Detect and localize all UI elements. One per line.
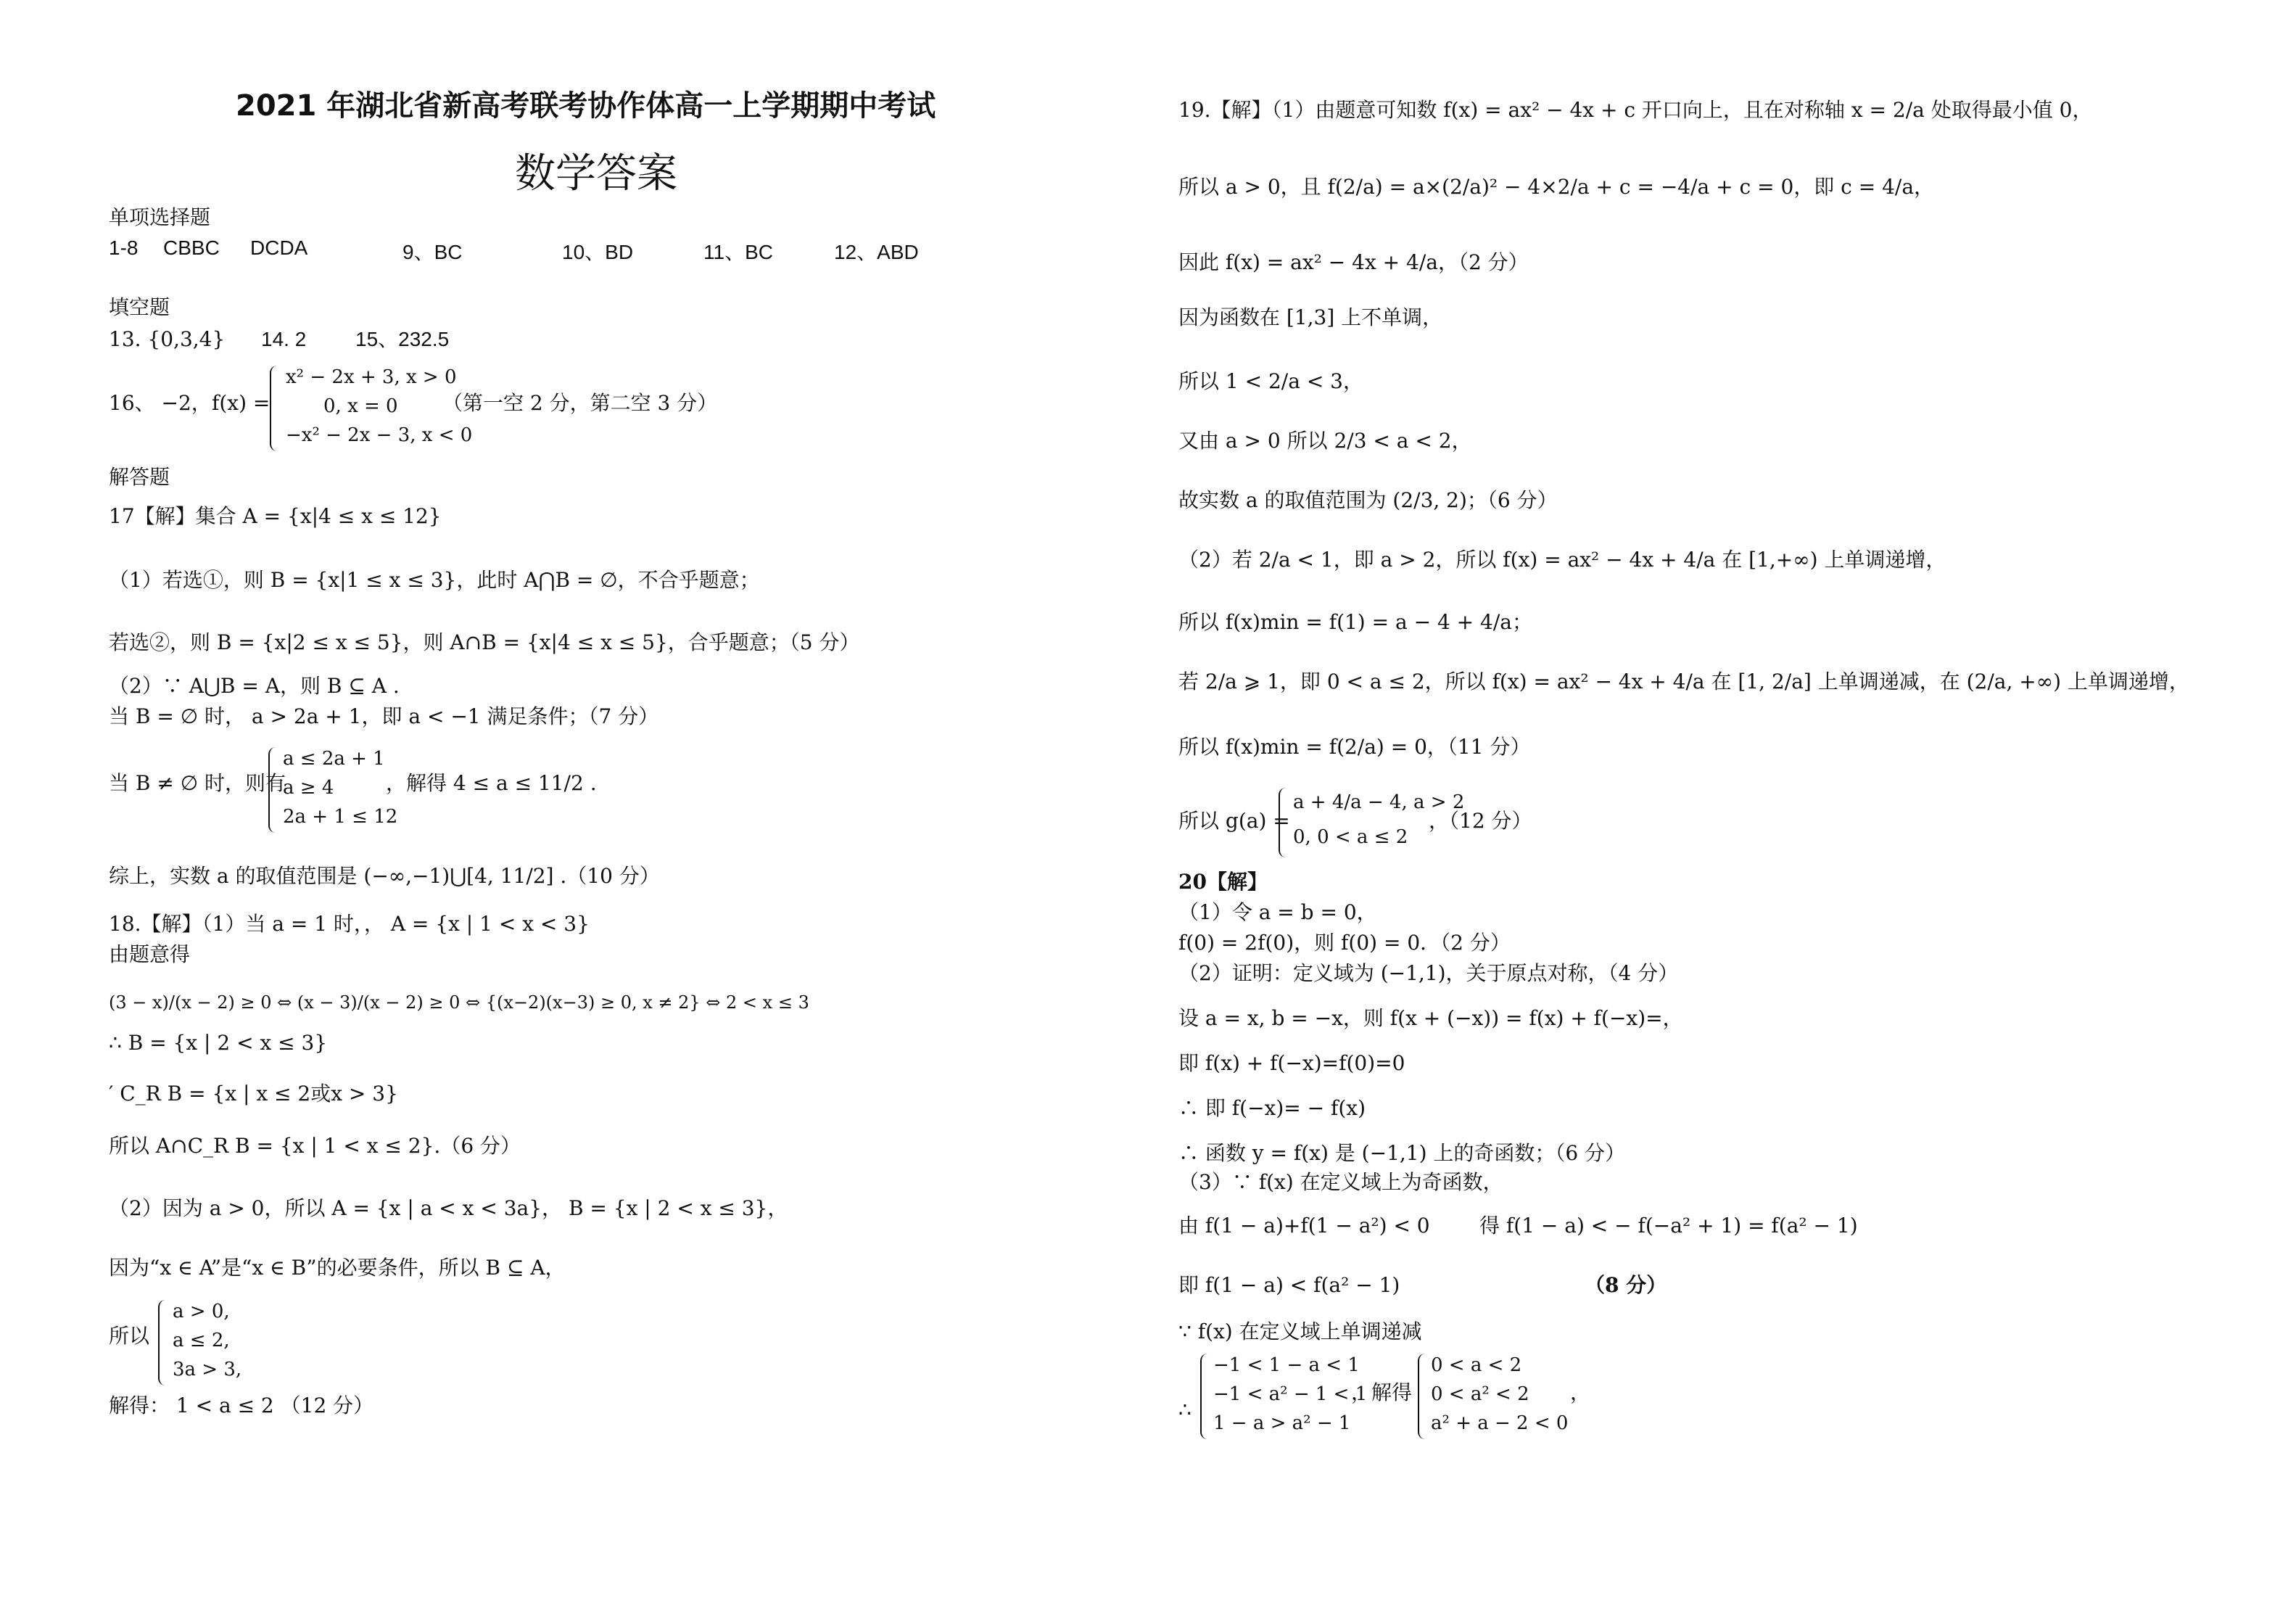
q20-heading: 20【解】 [1178, 870, 1268, 894]
q17-line-4: （2）∵ A⋃B = A，则 B ⊆ A . [109, 674, 400, 698]
q20-line-3: （2）证明：定义域为 (−1,1)，关于原点对称，（4 分） [1178, 961, 1679, 985]
fill-blank-heading: 填空题 [109, 296, 170, 318]
answer-1-4: CBBC [163, 236, 220, 259]
q17-line-2: （1）若选①，则 B = {x|1 ≤ x ≤ 3}，此时 A⋂B = ∅，不合乎题意； [109, 568, 760, 592]
q20-line-9a: 由 f(1 − a)+f(1 − a²) < 0 [1178, 1214, 1430, 1238]
q17-line-1: 17【解】集合 A = {x|4 ≤ x ≤ 12} [109, 504, 442, 528]
q20-line-6: ∴ 即 f(−x)= − f(x) [1178, 1096, 1366, 1120]
q16-case-2: 0, x = 0 [323, 395, 398, 417]
q16-case-1: x² − 2x + 3, x > 0 [286, 366, 457, 388]
q18-line-1: 18.【解】（1）当 a = 1 时，， A = {x | 1 < x < 3} [109, 912, 590, 936]
q20-line-5: 即 f(x) + f(−x)=f(0)=0 [1178, 1051, 1405, 1075]
q18-line-4: ∴ B = {x | 2 < x ≤ 3} [109, 1031, 328, 1055]
q18-line-8: 因为“x ∈ A”是“x ∈ B”的必要条件，所以 B ⊆ A， [109, 1256, 566, 1280]
q18-line-5: ′ C_R B = {x | x ≤ 2或x > 3} [109, 1082, 398, 1106]
q20-case-1: −1 < 1 − a < 1 [1213, 1354, 1360, 1376]
q18-line-2: 由题意得 [109, 942, 191, 966]
answer-12: 12、ABD [834, 241, 919, 263]
page-title: 2021 年湖北省新高考联考协作体高一上学期期中考试 [236, 89, 936, 123]
q20-line-11: ∵ f(x) 在定义域上单调递减 [1178, 1320, 1422, 1343]
answer-10: 10、BD [562, 241, 634, 263]
q20-cases-2 [1431, 1351, 1568, 1438]
q17-line-6: 当 B ≠ ∅ 时，则有 [109, 771, 286, 795]
q18-case-1: a > 0, [173, 1301, 230, 1322]
q17-line-5: 当 B = ∅ 时， a > 2a + 1，即 a < −1 满足条件；（7 分） [109, 704, 659, 728]
q19-case-1: a + 4/a − 4, a > 2 [1293, 791, 1465, 813]
q18-case-3: 3a > 3, [173, 1359, 242, 1380]
q19-line-11: 所以 f(x)min = f(2/a) = 0，（11 分） [1178, 735, 1531, 759]
q20-line-10a: 即 f(1 − a) < f(a² − 1) [1178, 1273, 1400, 1297]
q19-line-5: 所以 1 < 2/a < 3， [1178, 369, 1363, 393]
q20-line-1: （1）令 a = b = 0， [1178, 900, 1377, 924]
q20-cases-1 [1213, 1351, 1367, 1438]
answer-5-8: DCDA [250, 236, 308, 259]
q18-cases [173, 1297, 241, 1384]
q14-answer: 14. 2 [261, 328, 307, 350]
answer-11: 11、BC [703, 241, 773, 263]
answer-range: 1-8 [109, 236, 139, 259]
q15-answer: 15、232.5 [355, 328, 450, 350]
q13-answer: 13. {0,3,4} [109, 327, 226, 351]
q20-line-4: 设 a = x, b = −x，则 f(x + (−x)) = f(x) + f(−x)=， [1178, 1006, 1683, 1030]
solution-heading: 解答题 [109, 466, 170, 488]
q20-line-8: （3）∵ f(x) 在定义域上为奇函数， [1178, 1170, 1503, 1194]
q20-case-6: a² + a − 2 < 0 [1431, 1412, 1569, 1434]
q16-note: （第一空 2 分，第二空 3 分） [442, 391, 718, 415]
q19-line-4: 因为函数在 [1,3] 上不单调， [1178, 305, 1443, 329]
q17-case-2: a ≥ 4 [283, 777, 334, 799]
q19-line-9: 所以 f(x)min = f(1) = a − 4 + 4/a； [1178, 610, 1532, 634]
q17-line-3: 若选②，则 B = {x|2 ≤ x ≤ 5}，则 A∩B = {x|4 ≤ x ≤ 5}，合乎题意；（5 分） [109, 630, 860, 654]
right-column [1178, 0, 2266, 1622]
q20-line-2: f(0) = 2f(0)，则 f(0) = 0．（2 分） [1178, 931, 1511, 955]
q18-brace [158, 1300, 170, 1386]
q20-case-2: −1 < a² − 1 < 1 [1213, 1383, 1368, 1405]
q18-case-2: a ≤ 2, [173, 1330, 230, 1351]
q20-case-4: 0 < a < 2 [1431, 1354, 1522, 1376]
q17-line-7: 综上，实数 a 的取值范围是 (−∞,−1)⋃[4, 11/2] .（10 分） [109, 864, 660, 888]
q19-line-6: 又由 a > 0 所以 2/3 < a < 2， [1178, 429, 1472, 453]
q17-case-1: a ≤ 2a + 1 [283, 748, 385, 770]
q19-line-8: （2）若 2/a < 1，即 a > 2，所以 f(x) = ax² − 4x + 4/a 在 [1,+∞) 上单调递增， [1178, 548, 1946, 572]
single-choice-heading: 单项选择题 [109, 206, 211, 229]
q19-line-12-tail: ，（12 分） [1429, 809, 1532, 833]
q20-line-12-prefix: ∴ [1178, 1398, 1192, 1422]
q20-brace-2 [1418, 1354, 1429, 1439]
q20-line-12-tail: ， [1570, 1380, 1591, 1404]
q16-prefix: 16、 −2， [109, 391, 212, 415]
q19-line-1: 19.【解】（1）由题意可知数 f(x) = ax² − 4x + c 开口向上，且在对称轴 x = 2/a 处取得最小值 0， [1178, 98, 2093, 122]
q19-brace [1279, 788, 1290, 857]
q19-line-2: 所以 a > 0，且 f(2/a) = a×(2/a)² − 4×2/a + c = −4/a + c = 0，即 c = 4/a， [1178, 175, 1935, 199]
q20-line-9b: 得 f(1 − a) < − f(−a² + 1) = f(a² − 1) [1479, 1214, 1858, 1238]
q19-line-12: 所以 g(a) = [1178, 809, 1290, 833]
left-column [109, 0, 1160, 1622]
q20-line-7: ∴ 函数 y = f(x) 是 (−1,1) 上的奇函数；（6 分） [1178, 1141, 1626, 1165]
q17-line-6-tail: ，解得 4 ≤ a ≤ 11/2 . [386, 771, 597, 795]
q19-line-10: 若 2/a ⩾ 1，即 0 < a ≤ 2，所以 f(x) = ax² − 4x + 4/a 在 [1, 2/a] 上单调递减，在 (2/a, +∞) 上单调递增， [1178, 670, 2189, 693]
q18-line-9: 所以 [109, 1324, 150, 1348]
q16-function: f(x) = [212, 391, 271, 415]
q20-brace-1 [1200, 1354, 1212, 1439]
answer-9: 9、BC [402, 241, 463, 263]
q18-line-7: （2）因为 a > 0，所以 A = {x | a < x < 3a}， B = {x | 2 < x ≤ 3}， [109, 1196, 788, 1220]
q16-brace [270, 366, 281, 451]
page-subtitle: 数学答案 [515, 150, 677, 197]
q20-case-5: 0 < a² < 2 [1431, 1383, 1529, 1405]
q17-cases [283, 744, 397, 831]
q17-case-3: 2a + 1 ≤ 12 [283, 806, 398, 828]
q16-case-3: −x² − 2x − 3, x < 0 [286, 424, 473, 446]
q18-line-6: 所以 A∩C_R B = {x | 1 < x ≤ 2}.（6 分） [109, 1134, 521, 1158]
q18-line-10: 解得： 1 < a ≤ 2 （12 分） [109, 1393, 374, 1417]
q17-brace [268, 747, 280, 833]
q19-line-7: 故实数 a 的取值范围为 (2/3, 2)；（6 分） [1178, 488, 1558, 512]
q19-case-2: 0, 0 < a ≤ 2 [1293, 826, 1408, 848]
q20-line-12-mid: ，解得 [1351, 1380, 1413, 1404]
q18-line-3: (3 − x)/(x − 2) ≥ 0 ⇔ (x − 3)/(x − 2) ≥ 0 ⇔ {(x−2)(x−3) ≥ 0, x ≠ 2} ⇔ 2 < x ≤ 3 [109, 992, 809, 1013]
q20-case-3: 1 − a > a² − 1 [1213, 1412, 1351, 1434]
q19-line-3: 因此 f(x) = ax² − 4x + 4/a，（2 分） [1178, 250, 1529, 274]
q20-line-10b: （8 分） [1585, 1273, 1667, 1297]
